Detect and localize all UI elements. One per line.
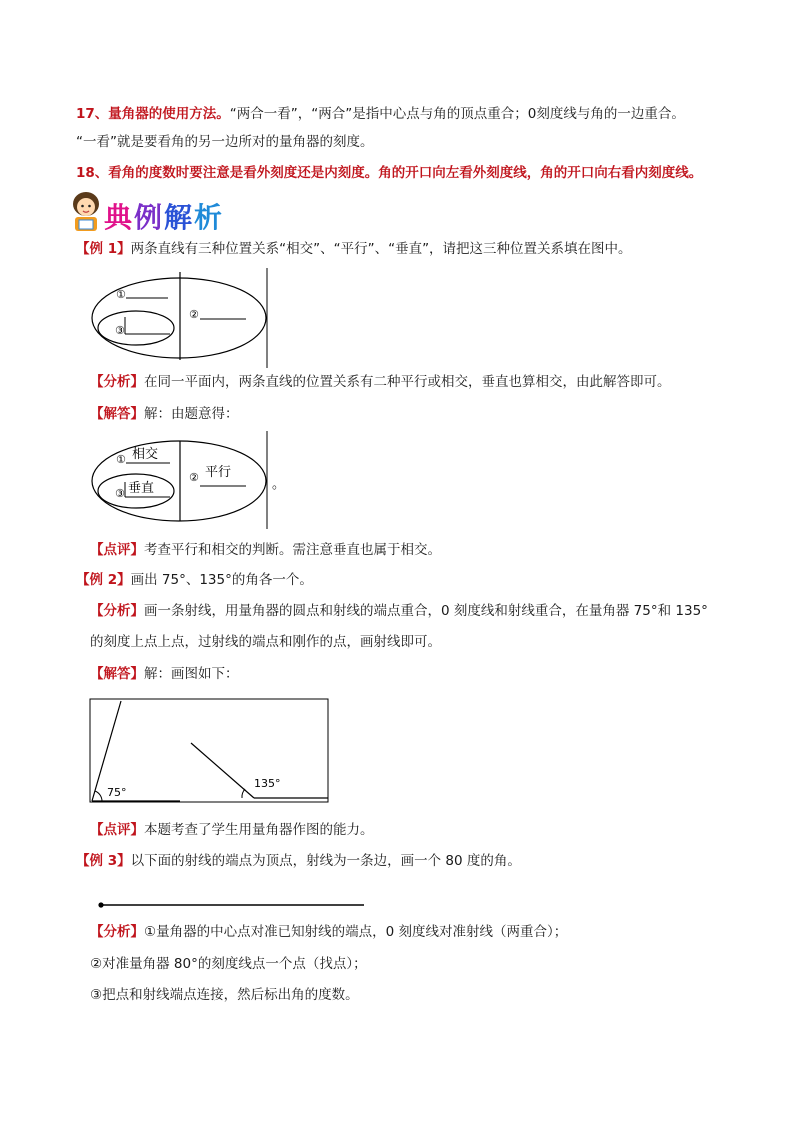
example-1-answer-figure	[90, 431, 300, 529]
example-2-comment	[90, 820, 374, 840]
example-1-comment	[90, 540, 441, 560]
answer-text: 解：由题意得：	[144, 406, 239, 422]
example-2-answer	[90, 664, 239, 684]
answer-mark-3: ③	[115, 487, 125, 500]
example-1-tag: 【例 1】	[76, 241, 131, 257]
analysis-step-1: ①量角器的中心点对准已知射线的端点，0 刻度线对准射线（两重合）；	[144, 924, 568, 940]
label-intersect: 相交	[132, 447, 159, 462]
comment-tag: 【点评】	[90, 542, 144, 558]
label-parallel: 平行	[205, 465, 232, 480]
angle-135-label: 135°	[254, 777, 281, 790]
answer-tag: 【解答】	[90, 406, 144, 422]
fig-mark-2: ②	[189, 308, 199, 321]
answer-period: 。	[272, 477, 286, 492]
example-1-question	[76, 239, 632, 259]
item-17-text: “两合一看”，“两合”是指中心点与角的顶点重合；0刻度线与角的一边重合。	[229, 106, 685, 122]
banner-char-2: 例	[134, 201, 165, 234]
example-1-figure	[90, 268, 280, 368]
fig-mark-1: ①	[116, 288, 126, 301]
banner-char-3: 解	[164, 201, 195, 234]
banner-char-4: 析	[194, 201, 225, 234]
example-3-question	[76, 851, 521, 871]
analysis-text: 画一条射线，用量角器的圆点和射线的端点重合，0 刻度线和射线重合，在量角器 75°和 135°	[144, 603, 708, 619]
item-18: 18、看角的度数时要注意是看外刻度还是内刻度。角的开口向左看外刻度线，角的开口向右看内刻度线。	[76, 165, 703, 181]
answer-tag: 【解答】	[90, 666, 144, 682]
angle-75-label: 75°	[107, 786, 127, 799]
comment-text: 本题考查了学生用量角器作图的能力。	[144, 822, 374, 838]
banner-char-1: 典	[104, 201, 135, 234]
answer-mark-1: ①	[116, 453, 126, 466]
cartoon-girl-icon	[66, 190, 106, 234]
example-2-question	[76, 570, 313, 590]
analysis-tag: 【分析】	[90, 374, 144, 390]
section-banner-title	[104, 196, 224, 236]
analysis-step-2: ②对准量角器 80°的刻度线点一个点（找点）；	[90, 956, 367, 972]
item-17-title: 量角器的使用方法。	[108, 106, 230, 122]
answer-mark-2: ②	[189, 471, 199, 484]
example-3-question-text: 以下面的射线的端点为顶点，射线为一条边，画一个 80 度的角。	[130, 853, 521, 869]
example-3-ray	[96, 900, 368, 910]
analysis-step-3: ③把点和射线端点连接，然后标出角的度数。	[90, 987, 359, 1003]
analysis-tag: 【分析】	[90, 924, 144, 940]
example-2-question-text: 画出 75°、135°的角各一个。	[130, 572, 313, 588]
comment-text: 考查平行和相交的判断。需注意垂直也属于相交。	[144, 542, 441, 558]
example-2-analysis	[90, 601, 708, 621]
fig-mark-3: ③	[115, 324, 125, 337]
analysis-tag: 【分析】	[90, 603, 144, 619]
item-17-continued: “一看”就是要看角的另一边所对的量角器的刻度。	[76, 134, 374, 150]
item-17	[76, 104, 685, 124]
comment-tag: 【点评】	[90, 822, 144, 838]
example-1-analysis	[90, 372, 671, 392]
example-3-analysis	[90, 922, 567, 942]
example-1-answer	[90, 404, 239, 424]
answer-text: 解：画图如下：	[144, 666, 239, 682]
example-2-tag: 【例 2】	[76, 572, 131, 588]
example-1-question-text: 两条直线有三种位置关系“相交”、“平行”、“垂直”，请把这三种位置关系填在图中。	[130, 241, 632, 257]
example-2-angles-figure	[88, 697, 332, 807]
example-3-tag: 【例 3】	[76, 853, 131, 869]
analysis-text: 在同一平面内，两条直线的位置关系有二种平行或相交，垂直也算相交，由此解答即可。	[144, 374, 671, 390]
item-17-number: 17、	[76, 106, 109, 122]
example-2-analysis-continued: 的刻度上点上点，过射线的端点和刚作的点，画射线即可。	[90, 634, 441, 650]
label-perpendicular: 垂直	[128, 481, 155, 496]
